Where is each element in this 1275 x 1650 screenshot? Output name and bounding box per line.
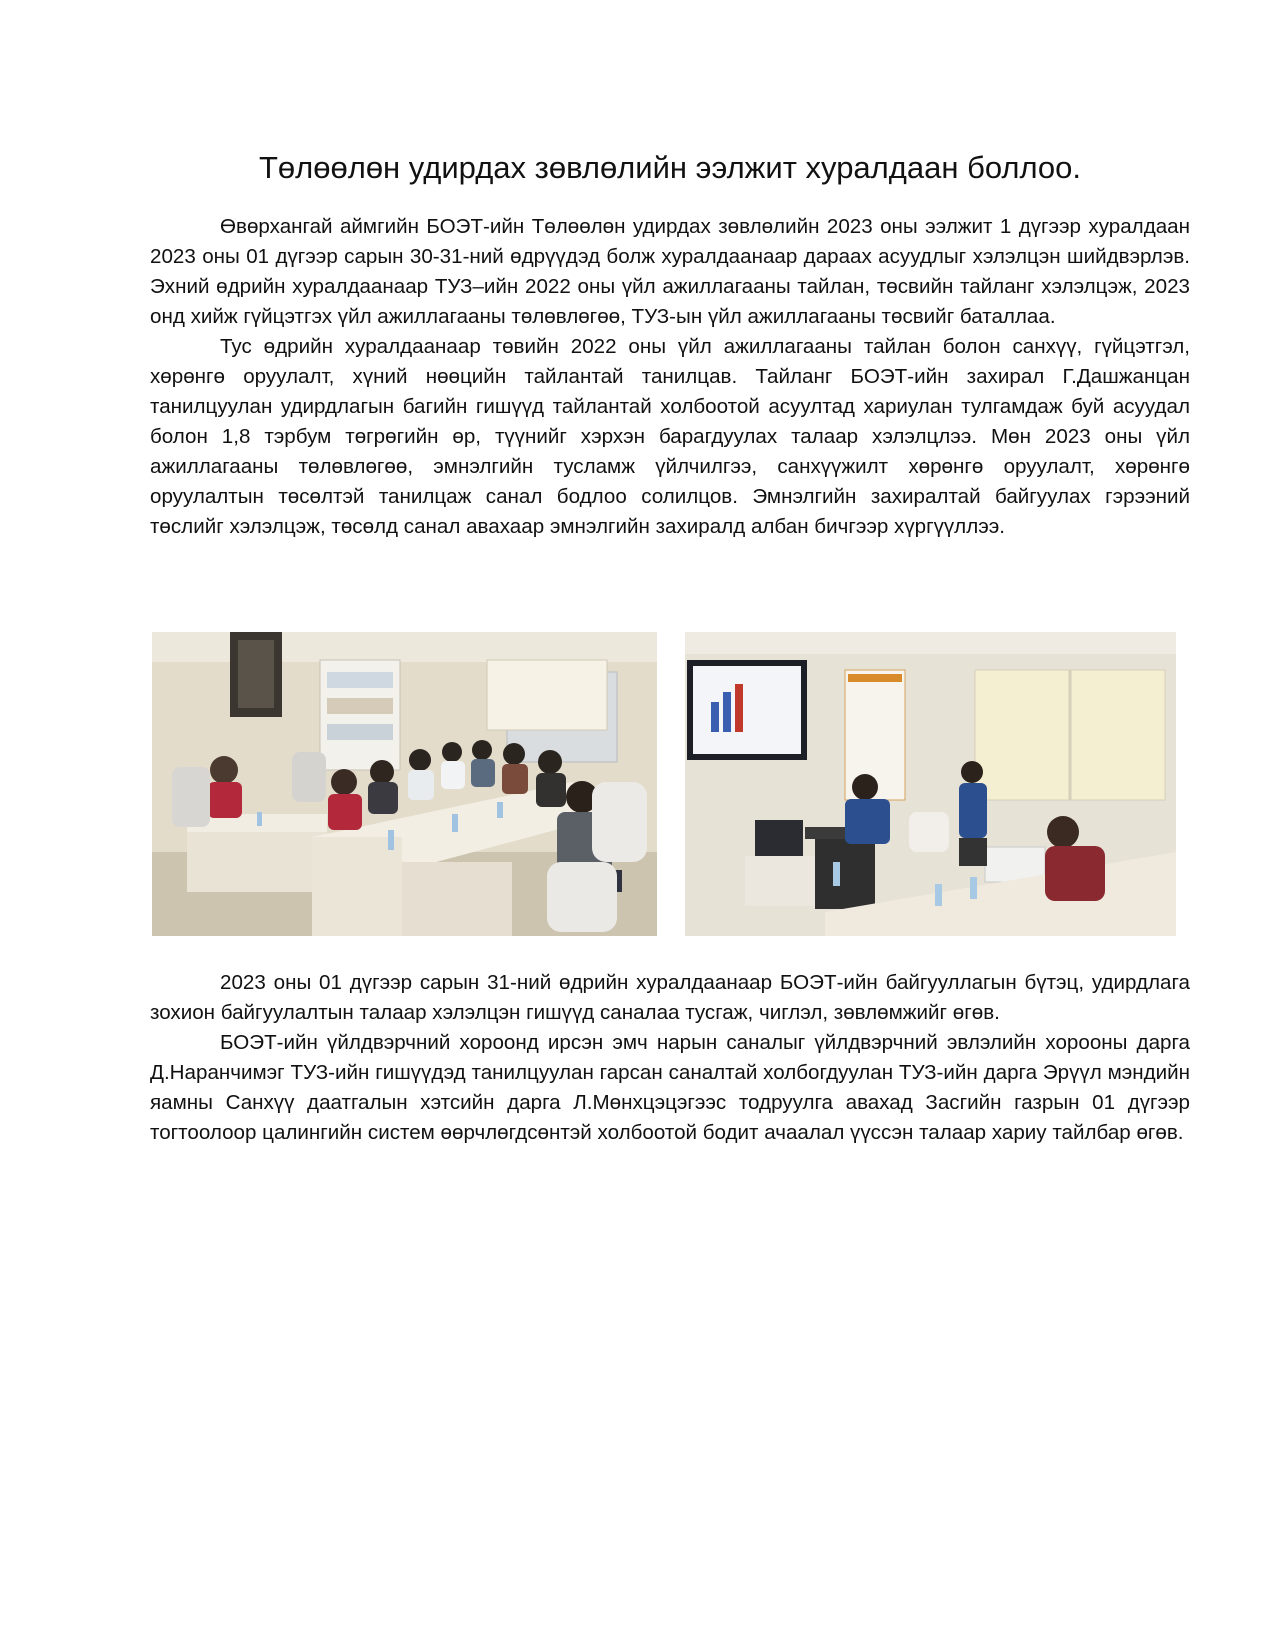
text-block-top [150, 212, 1190, 542]
paragraph-3: 2023 оны 01 дүгээр сарын 31-ний өдрийн хуралдаанаар БОЭТ-ийн байгууллагын бүтэц, удирдлага зохион байгуулалтын талаар хэлэлцэн гишүүд саналаа тусгаж, чиглэл, зөвлөмжийг өгөв. [150, 971, 1190, 1024]
text-block-bottom [150, 968, 1190, 1148]
paragraph-4: БОЭТ-ийн үйлдвэрчний хороонд ирсэн эмч нарын саналыг үйлдвэрчний эвлэлийн хорооны дарга Д.Наранчимэг ТУЗ-ийн гишүүдэд танилцуулан гарсан саналтай холбогдуулан ТУЗ-ийн дарга Эрүүл мэндийн яамны Санхүү даатгалын хэтсийн дарга Л.Мөнхцэцэгээс тодруулга авахад Засгийн газрын 01 дүгээр тогтоолоор цалингийн систем өөрчлөгдсөнтэй холбоотой бодит ачаалал үүссэн талаар хариу тайлбар өгөв. [150, 1031, 1190, 1144]
presentation-room-image [685, 632, 1176, 936]
document-title: Төлөөлөн удирдах зөвлөлийн ээлжит хуралдаан боллоо. [258, 150, 1081, 185]
paragraph-1: Өвөрхангай аймгийн БОЭТ-ийн Төлөөлөн удирдах зөвлөлийн 2023 оны ээлжит 1 дүгээр хуралдаан 2023 оны 01 дүгээр сарын 30-31-ний өдрүүдэд болж хуралдаанаар дараах асуудлыг хэлэлцэн шийдвэрлэв. Эхний өдрийн хуралдаанаар ТУЗ–ийн 2022 оны үйл ажиллагааны тайлан, төсвийн тайланг хэлэлцэж, 2023 онд хийж гүйцэтгэх үйл ажиллагааны төлөвлөгөө, ТУЗ-ын үйл ажиллагааны төсвийг баталлаа. [150, 215, 1190, 328]
meeting-photo-1 [152, 632, 657, 936]
paragraph-2: Тус өдрийн хуралдаанаар төвийн 2022 оны үйл ажиллагааны тайлан болон санхүү, гүйцэтгэл, хөрөнгө оруулалт, хүний нөөцийн тайлантай танилцав. Тайланг БОЭТ-ийн захирал Г.Дашжанцан танилцуулан удирдлагын багийн гишүүд тайлантай холбоотой асуултад хариулан тулгамдаж буй асуудал болон 1,8 тэрбум төгрөгийн өр, түүнийг хэрхэн барагдуулах талаар хэлэлцлээ. Мөн 2023 оны үйл ажиллагааны төлөвлөгөө, эмнэлгийн тусламж үйлчилгээ, санхүүжилт хөрөнгө оруулалт, хөрөнгө оруулалтын төсөлтэй танилцаж санал бодлоо солилцов. Эмнэлгийн захиралтай байгуулах гэрээний төслийг хэлэлцэж, төсөлд санал авахаар эмнэлгийн захиралд албан бичгээр хүргүүллээ. [150, 335, 1190, 538]
meeting-room-image [152, 632, 657, 936]
meeting-photo-2 [685, 632, 1176, 936]
